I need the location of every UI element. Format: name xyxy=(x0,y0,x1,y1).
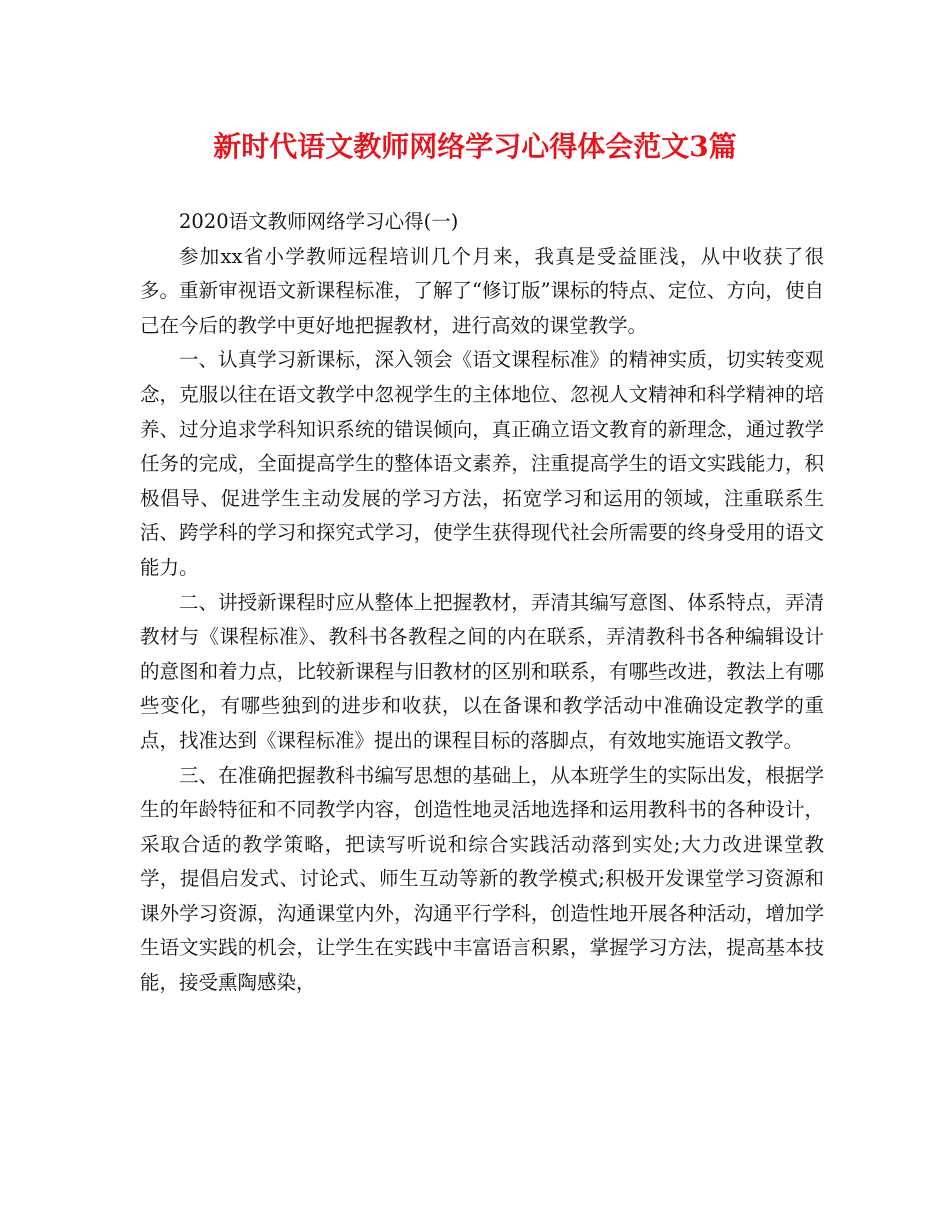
paragraph-intro: 参加xx省小学教师远程培训几个月来，我真是受益匪浅，从中收获了很多。重新审视语文新课程标准，了解了“修订版”课标的特点、定位、方向，使自己在今后的教学中更好地把握教材，进行高效的课堂教学。 xyxy=(140,244,824,337)
paragraph-section-one: 一、认真学习新课标，深入领会《语文课程标准》的精神实质，切实转变观念，克服以往在语文教学中忽视学生的主体地位、忽视人文精神和科学精神的培养、过分追求学科知识系统的错误倾向，真正确立语文教育的新理念，通过教学任务的完成，全面提高学生的整体语文素养，注重提高学生的语文实践能力，积极倡导、促进学生主动发展的学习方法，拓宽学习和运用的领域，注重联系生活、跨学科的学习和探究式学习，使学生获得现代社会所需要的终身受用的语文能力。 xyxy=(140,348,824,579)
document-body xyxy=(140,205,824,1001)
paragraph-section-three: 三、在准确把握教科书编写思想的基础上，从本班学生的实际出发，根据学生的年龄特征和不同教学内容，创造性地灵活地选择和运用教科书的各种设计，采取合适的教学策略，把读写听说和综合实践活动落到实处;大力改进课堂教学，提倡启发式、讨论式、师生互动等新的教学模式;积极开发课堂学习资源和课外学习资源，沟通课堂内外，沟通平行学科，创造性地开展各种活动，增加学生语文实践的机会，让学生在实践中丰富语言积累，掌握学习方法，提高基本技能，接受熏陶感染， xyxy=(140,763,824,995)
paragraph-section-two: 二、讲授新课程时应从整体上把握教材，弄清其编写意图、体系特点，弄清教材与《课程标准》、教科书各教程之间的内在联系，弄清教科书各种编辑设计的意图和着力点，比较新课程与旧教材的区别和联系，有哪些改进，教法上有哪些变化，有哪些独到的进步和收获，以在备课和教学活动中准确设定教学的重点，找准达到《课程标准》提出的课程目标的落脚点，有效地实施语文教学。 xyxy=(140,590,824,752)
paragraph-subtitle: 2020语文教师网络学习心得(一) xyxy=(179,210,459,233)
document-title: 新时代语文教师网络学习心得体会范文3篇 xyxy=(213,130,737,163)
